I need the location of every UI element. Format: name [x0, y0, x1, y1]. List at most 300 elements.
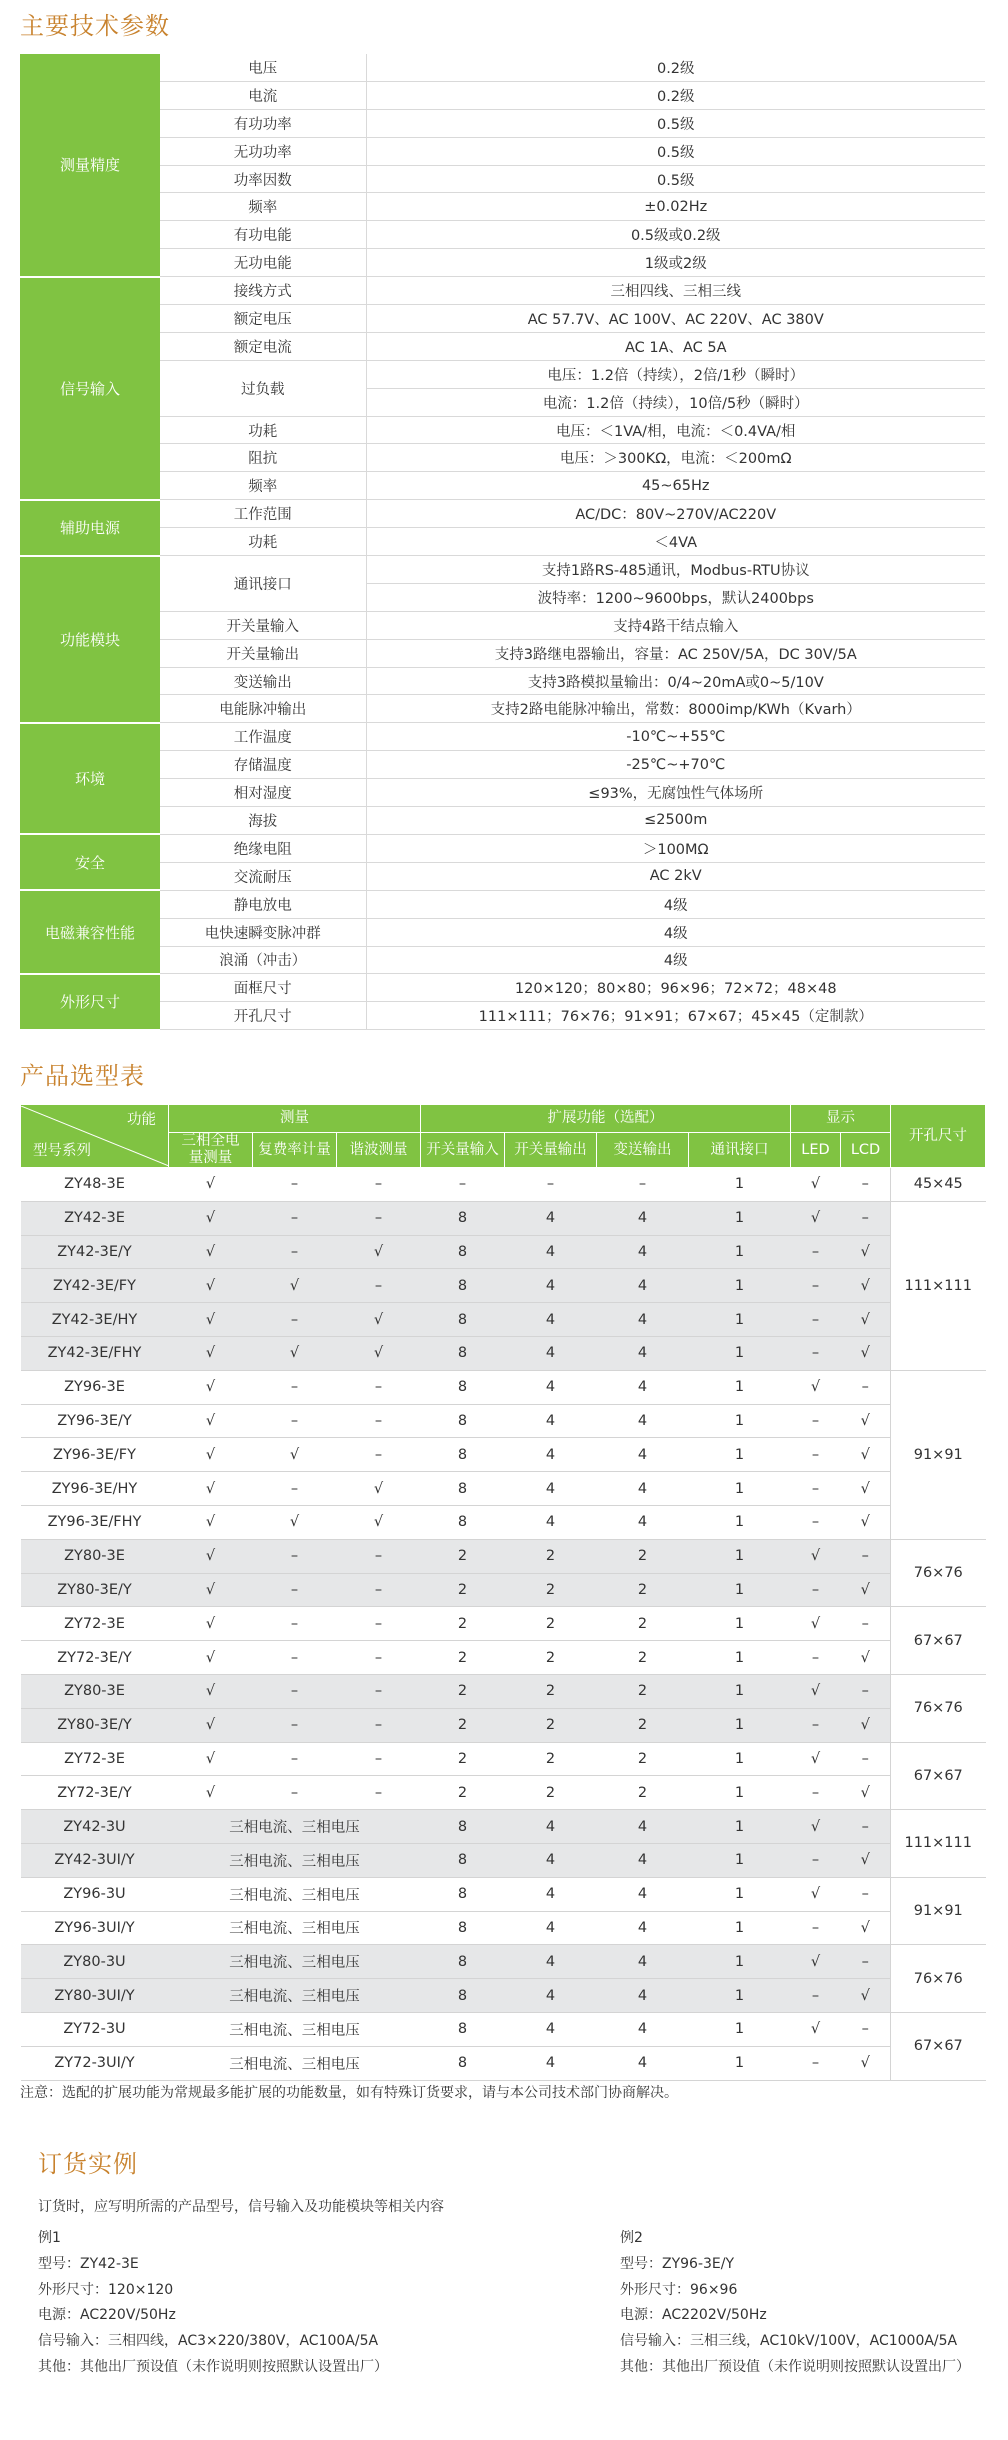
- model-cell: 1: [689, 1742, 791, 1776]
- model-row: [21, 1505, 986, 1539]
- model-cell: 4: [597, 1472, 689, 1506]
- model-cell: √: [841, 1336, 891, 1370]
- spec-parameter: 变送输出: [160, 667, 366, 695]
- model-cell: √: [169, 1336, 253, 1370]
- model-name: ZY96-3U: [21, 1877, 169, 1911]
- model-cell: √: [841, 1843, 891, 1877]
- model-cell: 三相电流、三相电压: [169, 2046, 421, 2080]
- model-name: ZY72-3E/Y: [21, 1776, 169, 1810]
- spec-parameter: 过负载: [160, 360, 366, 416]
- model-name: ZY72-3E/Y: [21, 1641, 169, 1675]
- model-cell: √: [841, 1573, 891, 1607]
- header-measure: 测量: [169, 1105, 421, 1133]
- spec-parameter: 交流耐压: [160, 862, 366, 890]
- model-row: [21, 1336, 986, 1370]
- model-cell: 1: [689, 1945, 791, 1979]
- model-cell: 4: [505, 1911, 597, 1945]
- example-line: 其他：其他出厂预设值（未作说明则按照默认设置出厂）: [620, 2358, 970, 2375]
- example-line: 外形尺寸：120×120: [38, 2281, 174, 2298]
- model-hole-size: 76×76: [891, 1674, 986, 1742]
- model-cell: √: [791, 1742, 841, 1776]
- model-cell: –: [841, 1607, 891, 1641]
- model-name: ZY72-3E: [21, 1607, 169, 1641]
- model-cell: 2: [421, 1776, 505, 1810]
- spec-value: 1级或2级: [366, 249, 985, 277]
- model-cell: 1: [689, 1539, 791, 1573]
- model-row: [21, 1573, 986, 1607]
- model-cell: 4: [505, 1404, 597, 1438]
- model-cell: √: [169, 1573, 253, 1607]
- spec-parameter: 额定电压: [160, 305, 366, 333]
- model-cell: 1: [689, 1708, 791, 1742]
- model-cell: 4: [597, 1505, 689, 1539]
- model-row: [21, 2012, 986, 2046]
- model-cell: √: [791, 2012, 841, 2046]
- model-cell: √: [337, 1303, 421, 1337]
- model-hole-size: 111×111: [891, 1810, 986, 1878]
- spec-row: [20, 528, 985, 556]
- header-three-phase: 三相全电量测量: [169, 1133, 253, 1168]
- example-line: 型号：ZY96-3E/Y: [620, 2255, 735, 2272]
- model-cell: 三相电流、三相电压: [169, 1877, 421, 1911]
- model-cell: √: [791, 1810, 841, 1844]
- model-cell: 2: [505, 1607, 597, 1641]
- model-cell: 8: [421, 1505, 505, 1539]
- model-cell: 4: [505, 1201, 597, 1235]
- model-cell: √: [169, 1269, 253, 1303]
- model-cell: 2: [505, 1776, 597, 1810]
- spec-value: 4级: [366, 890, 985, 918]
- model-hole-size: 91×91: [891, 1877, 986, 1945]
- spec-row: [20, 751, 985, 779]
- model-cell: –: [841, 1742, 891, 1776]
- model-cell: 1: [689, 1505, 791, 1539]
- model-cell: –: [253, 1776, 337, 1810]
- model-cell: 2: [597, 1641, 689, 1675]
- header-lcd: LCD: [841, 1133, 891, 1168]
- example-line: 其他：其他出厂预设值（未作说明则按照默认设置出厂）: [38, 2358, 388, 2375]
- model-cell: 4: [505, 1945, 597, 1979]
- model-cell: 8: [421, 2046, 505, 2080]
- model-cell: –: [791, 1505, 841, 1539]
- model-cell: 三相电流、三相电压: [169, 1911, 421, 1945]
- model-cell: –: [253, 1370, 337, 1404]
- model-cell: 4: [597, 1370, 689, 1404]
- model-cell: –: [791, 1472, 841, 1506]
- model-cell: –: [253, 1472, 337, 1506]
- model-cell: √: [169, 1539, 253, 1573]
- model-cell: 8: [421, 1945, 505, 1979]
- model-cell: 4: [597, 1303, 689, 1337]
- spec-value: AC/DC：80V~270V/AC220V: [366, 500, 985, 528]
- spec-parameter: 开孔尺寸: [160, 1002, 366, 1030]
- model-cell: √: [791, 1607, 841, 1641]
- model-cell: –: [253, 1641, 337, 1675]
- spec-value: 支持4路干结点输入: [366, 611, 985, 639]
- model-cell: 4: [597, 1235, 689, 1269]
- model-cell: √: [169, 1742, 253, 1776]
- model-cell: 2: [421, 1539, 505, 1573]
- header-ao: 变送输出: [597, 1133, 689, 1168]
- spec-value: 120×120；80×80；96×96；72×72；48×48: [366, 974, 985, 1002]
- example-heading: 例2: [620, 2230, 643, 2246]
- model-cell: 4: [597, 1979, 689, 2013]
- model-cell: 2: [421, 1573, 505, 1607]
- model-row: [21, 1438, 986, 1472]
- spec-value: -10℃~+55℃: [366, 723, 985, 751]
- model-name: ZY96-3UI/Y: [21, 1911, 169, 1945]
- model-cell: √: [169, 1505, 253, 1539]
- model-cell: √: [841, 1641, 891, 1675]
- model-cell: 4: [505, 1843, 597, 1877]
- spec-value: 支持2路电能脉冲输出，常数：8000imp/KWh（Kvarh）: [366, 695, 985, 723]
- model-cell: –: [337, 1573, 421, 1607]
- model-name: ZY96-3E/FY: [21, 1438, 169, 1472]
- model-cell: 4: [505, 1472, 597, 1506]
- spec-parameter: 无功功率: [160, 137, 366, 165]
- spec-parameter: 开关量输入: [160, 611, 366, 639]
- model-cell: 三相电流、三相电压: [169, 2012, 421, 2046]
- spec-parameter: 频率: [160, 472, 366, 500]
- model-row: [21, 1472, 986, 1506]
- model-cell: 2: [505, 1742, 597, 1776]
- model-name: ZY80-3U: [21, 1945, 169, 1979]
- model-name: ZY96-3E/Y: [21, 1404, 169, 1438]
- model-row: [21, 1776, 986, 1810]
- spec-value: 电压：＞300KΩ，电流：＜200mΩ: [366, 444, 985, 472]
- header-led: LED: [791, 1133, 841, 1168]
- model-cell: –: [337, 1404, 421, 1438]
- model-row: [21, 1269, 986, 1303]
- model-cell: 2: [505, 1573, 597, 1607]
- model-cell: 8: [421, 1843, 505, 1877]
- spec-row: [20, 667, 985, 695]
- spec-value: 0.5级或0.2级: [366, 221, 985, 249]
- model-cell: 4: [505, 1370, 597, 1404]
- model-cell: √: [841, 1269, 891, 1303]
- spec-row: [20, 946, 985, 974]
- model-row: [21, 1539, 986, 1573]
- model-cell: √: [791, 1674, 841, 1708]
- model-cell: √: [791, 1370, 841, 1404]
- spec-row: [20, 81, 985, 109]
- spec-value: 0.2级: [366, 54, 985, 81]
- spec-parameter: 功耗: [160, 528, 366, 556]
- model-cell: 4: [505, 1505, 597, 1539]
- model-cell: –: [337, 1607, 421, 1641]
- model-cell: 1: [689, 1607, 791, 1641]
- model-cell: 8: [421, 1979, 505, 2013]
- model-cell: √: [253, 1336, 337, 1370]
- model-cell: –: [337, 1641, 421, 1675]
- spec-parameter: 开关量输出: [160, 639, 366, 667]
- model-row: [21, 1168, 986, 1202]
- model-cell: –: [253, 1201, 337, 1235]
- spec-category: 外形尺寸: [20, 974, 160, 1030]
- spec-parameter: 面框尺寸: [160, 974, 366, 1002]
- model-name: ZY42-3E/FHY: [21, 1336, 169, 1370]
- model-cell: 2: [505, 1708, 597, 1742]
- model-cell: 1: [689, 1168, 791, 1202]
- model-cell: –: [337, 1269, 421, 1303]
- model-cell: –: [841, 1168, 891, 1202]
- spec-parameter: 阻抗: [160, 444, 366, 472]
- model-cell: 1: [689, 1370, 791, 1404]
- model-cell: –: [337, 1742, 421, 1776]
- model-cell: –: [337, 1539, 421, 1573]
- model-row: [21, 1911, 986, 1945]
- model-cell: –: [791, 1573, 841, 1607]
- spec-value: 0.2级: [366, 81, 985, 109]
- model-cell: 1: [689, 1877, 791, 1911]
- spec-category: 环境: [20, 723, 160, 835]
- model-row: [21, 1641, 986, 1675]
- model-cell: √: [841, 1776, 891, 1810]
- model-cell: 4: [505, 1303, 597, 1337]
- model-hole-size: 76×76: [891, 1945, 986, 2013]
- model-cell: √: [841, 1708, 891, 1742]
- model-cell: 4: [597, 1438, 689, 1472]
- model-cell: 1: [689, 1674, 791, 1708]
- model-cell: –: [253, 1404, 337, 1438]
- model-hole-size: 45×45: [891, 1168, 986, 1202]
- model-name: ZY48-3E: [21, 1168, 169, 1202]
- model-cell: √: [841, 1303, 891, 1337]
- header-expand: 扩展功能（选配）: [421, 1105, 791, 1133]
- model-section-title: 产品选型表: [20, 1062, 145, 1090]
- spec-category: 辅助电源: [20, 500, 160, 556]
- spec-value: ≤93%，无腐蚀性气体场所: [366, 779, 985, 807]
- model-cell: √: [169, 1674, 253, 1708]
- spec-row: [20, 807, 985, 835]
- spec-parameter: 电快速瞬变脉冲群: [160, 918, 366, 946]
- model-cell: –: [337, 1201, 421, 1235]
- header-comm: 通讯接口: [689, 1133, 791, 1168]
- model-cell: 1: [689, 1979, 791, 2013]
- model-cell: 三相电流、三相电压: [169, 1843, 421, 1877]
- model-cell: –: [841, 2012, 891, 2046]
- model-cell: –: [505, 1168, 597, 1202]
- model-cell: 8: [421, 1877, 505, 1911]
- model-name: ZY72-3UI/Y: [21, 2046, 169, 2080]
- model-cell: 2: [421, 1674, 505, 1708]
- model-cell: 8: [421, 1404, 505, 1438]
- header-diagonal-cell: [21, 1105, 169, 1168]
- spec-parameter: 存储温度: [160, 751, 366, 779]
- model-row: [21, 1235, 986, 1269]
- model-hole-size: 111×111: [891, 1201, 986, 1370]
- model-cell: –: [791, 1303, 841, 1337]
- model-cell: –: [841, 1674, 891, 1708]
- spec-parameter: 额定电流: [160, 332, 366, 360]
- model-name: ZY96-3E/FHY: [21, 1505, 169, 1539]
- selection-note: 注意：选配的扩展功能为常规最多能扩展的功能数量，如有特殊订货要求，请与本公司技术部门协商解决。: [20, 2085, 678, 2101]
- spec-row: [20, 695, 985, 723]
- spec-parameter: 有功电能: [160, 221, 366, 249]
- model-cell: –: [791, 2046, 841, 2080]
- spec-value: 0.5级: [366, 109, 985, 137]
- model-cell: –: [597, 1168, 689, 1202]
- model-cell: 2: [597, 1674, 689, 1708]
- model-cell: –: [337, 1674, 421, 1708]
- model-cell: –: [253, 1573, 337, 1607]
- model-cell: 2: [505, 1539, 597, 1573]
- model-cell: √: [169, 1404, 253, 1438]
- spec-value: 4级: [366, 946, 985, 974]
- model-cell: 2: [421, 1607, 505, 1641]
- model-cell: –: [253, 1539, 337, 1573]
- header-function-label: 功能: [127, 1112, 156, 1128]
- spec-value: AC 2kV: [366, 862, 985, 890]
- model-name: ZY80-3UI/Y: [21, 1979, 169, 2013]
- spec-row: [20, 834, 985, 862]
- header-hole-size: 开孔尺寸: [891, 1105, 986, 1168]
- spec-row: [20, 611, 985, 639]
- spec-row: [20, 556, 985, 584]
- model-cell: 三相电流、三相电压: [169, 1945, 421, 1979]
- model-hole-size: 67×67: [891, 1607, 986, 1675]
- spec-row: [20, 862, 985, 890]
- example-line: 信号输入：三相四线，AC3×220/380V，AC100A/5A: [38, 2333, 379, 2350]
- model-selection-table: [20, 1104, 986, 2081]
- spec-row: [20, 639, 985, 667]
- model-name: ZY96-3E: [21, 1370, 169, 1404]
- model-cell: 2: [505, 1641, 597, 1675]
- model-name: ZY80-3E/Y: [21, 1573, 169, 1607]
- spec-parameter: 工作温度: [160, 723, 366, 751]
- header-do: 开关量输出: [505, 1133, 597, 1168]
- model-cell: 1: [689, 1573, 791, 1607]
- spec-value: ＞100MΩ: [366, 834, 985, 862]
- model-cell: –: [841, 1201, 891, 1235]
- model-name: ZY42-3E/HY: [21, 1303, 169, 1337]
- model-cell: √: [841, 2046, 891, 2080]
- model-cell: –: [253, 1168, 337, 1202]
- model-cell: 2: [421, 1641, 505, 1675]
- model-cell: 8: [421, 1911, 505, 1945]
- order-intro: 订货时，应写明所需的产品型号，信号输入及功能模块等相关内容: [38, 2199, 444, 2215]
- model-name: ZY80-3E: [21, 1539, 169, 1573]
- model-name: ZY96-3E/HY: [21, 1472, 169, 1506]
- model-cell: 4: [505, 1877, 597, 1911]
- model-name: ZY42-3U: [21, 1810, 169, 1844]
- model-cell: –: [421, 1168, 505, 1202]
- model-cell: √: [169, 1776, 253, 1810]
- model-cell: –: [253, 1303, 337, 1337]
- model-cell: √: [841, 1235, 891, 1269]
- model-cell: √: [841, 1438, 891, 1472]
- order-example-1: [38, 2226, 388, 2381]
- spec-category: 电磁兼容性能: [20, 890, 160, 974]
- spec-value: 三相四线、三相三线: [366, 277, 985, 305]
- model-cell: 4: [597, 1201, 689, 1235]
- model-cell: 1: [689, 1438, 791, 1472]
- model-cell: √: [169, 1438, 253, 1472]
- model-row: [21, 1945, 986, 1979]
- model-cell: –: [791, 1235, 841, 1269]
- model-cell: √: [253, 1269, 337, 1303]
- model-row: [21, 1404, 986, 1438]
- model-cell: 4: [505, 1235, 597, 1269]
- model-cell: 4: [597, 1945, 689, 1979]
- spec-value: 电压：1.2倍（持续），2倍/1秒（瞬时）: [366, 360, 985, 388]
- spec-parameter: 有功功率: [160, 109, 366, 137]
- model-cell: √: [337, 1235, 421, 1269]
- spec-section-title: 主要技术参数: [20, 12, 170, 40]
- spec-row: [20, 500, 985, 528]
- model-cell: 1: [689, 1235, 791, 1269]
- model-name: ZY80-3E/Y: [21, 1708, 169, 1742]
- spec-row: [20, 779, 985, 807]
- spec-parameter: 绝缘电阻: [160, 834, 366, 862]
- model-cell: 1: [689, 1843, 791, 1877]
- model-cell: √: [841, 1911, 891, 1945]
- model-row: [21, 1607, 986, 1641]
- spec-row: [20, 472, 985, 500]
- model-cell: –: [841, 1877, 891, 1911]
- model-cell: √: [791, 1539, 841, 1573]
- model-cell: 8: [421, 1303, 505, 1337]
- model-cell: 8: [421, 1235, 505, 1269]
- model-name: ZY72-3E: [21, 1742, 169, 1776]
- spec-row: [20, 416, 985, 444]
- model-cell: 2: [421, 1708, 505, 1742]
- model-cell: 三相电流、三相电压: [169, 1979, 421, 2013]
- model-cell: √: [169, 1641, 253, 1675]
- model-cell: –: [791, 1269, 841, 1303]
- model-row: [21, 1843, 986, 1877]
- model-cell: 2: [597, 1708, 689, 1742]
- spec-value: 波特率：1200~9600bps，默认2400bps: [366, 583, 985, 611]
- spec-parameter: 电压: [160, 54, 366, 81]
- model-cell: 1: [689, 1776, 791, 1810]
- model-cell: 2: [421, 1742, 505, 1776]
- spec-parameter: 电流: [160, 81, 366, 109]
- model-cell: 8: [421, 1438, 505, 1472]
- model-cell: √: [791, 1877, 841, 1911]
- model-cell: √: [169, 1303, 253, 1337]
- model-cell: √: [791, 1201, 841, 1235]
- model-cell: –: [841, 1810, 891, 1844]
- model-cell: 4: [505, 2012, 597, 2046]
- model-cell: 三相电流、三相电压: [169, 1810, 421, 1844]
- model-row: [21, 1810, 986, 1844]
- spec-parameter: 浪涌（冲击）: [160, 946, 366, 974]
- model-cell: –: [791, 1708, 841, 1742]
- model-name: ZY72-3U: [21, 2012, 169, 2046]
- model-cell: √: [169, 1370, 253, 1404]
- model-cell: 4: [597, 2046, 689, 2080]
- model-cell: 4: [505, 1810, 597, 1844]
- model-cell: √: [337, 1336, 421, 1370]
- model-cell: √: [791, 1945, 841, 1979]
- model-cell: –: [791, 1438, 841, 1472]
- spec-value: -25℃~+70℃: [366, 751, 985, 779]
- model-cell: 8: [421, 1810, 505, 1844]
- model-cell: √: [337, 1505, 421, 1539]
- spec-parameter: 电能脉冲输出: [160, 695, 366, 723]
- model-row: [21, 1742, 986, 1776]
- model-cell: 1: [689, 1201, 791, 1235]
- model-cell: √: [169, 1168, 253, 1202]
- model-row: [21, 2046, 986, 2080]
- model-cell: √: [337, 1472, 421, 1506]
- spec-row: [20, 165, 985, 193]
- example-line: 型号：ZY42-3E: [38, 2255, 139, 2272]
- spec-table: [20, 54, 985, 1031]
- model-cell: 1: [689, 1404, 791, 1438]
- spec-row: [20, 444, 985, 472]
